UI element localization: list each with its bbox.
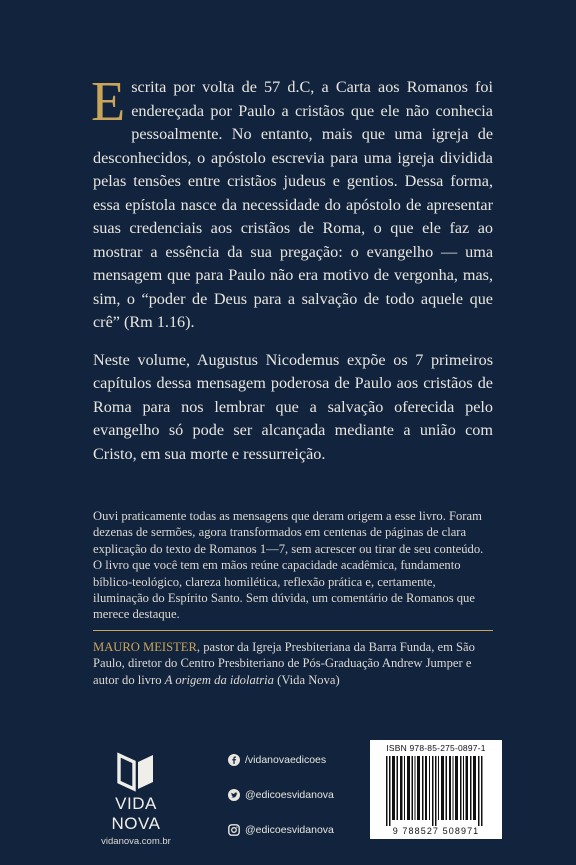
social-twitter[interactable] bbox=[228, 788, 334, 801]
endorsement-book-title: A origem da idolatria bbox=[164, 672, 274, 687]
social-facebook-handle: /vidanovaedicoes bbox=[245, 753, 327, 766]
endorsement-quote: Ouvi praticamente todas as mensagens que deram origem a esse livro. Foram dezenas de sermões, agora transformados em centenas de páginas de clara explicação do texto de Romanos 1—7, sem acrescer ou tirar de seu conteúdo. O livro que você tem em mãos reúne capacidade acadêmica, fundamento bíblico-teológico, clareza homilética, reflexão prática e, certamente, iluminação do Espírito Santo. Sem dúvida, um comentário de Romanos que merece destaque. bbox=[93, 509, 484, 622]
instagram-icon bbox=[228, 824, 240, 836]
barcode-bars-icon bbox=[386, 756, 486, 826]
synopsis-text-1: scrita por volta de 57 d.C, a Carta aos Romanos foi endereçada por Paulo a cristãos que ele não conhecia pessoalmente. No entanto, mais que uma igreja de desconhecidos, o apóstolo escrevia para uma igreja dividida pelas tensões entre cristãos judeus e gentios. Dessa forma, essa epístola nasce da necessidade do apóstolo de apresentar suas credenciais aos cristãos de Roma, o que ele faz ao mostrar a essência da sua pregação: o evangelho — uma mensagem que para Paulo não era motivo de vergonha, mas, sim, o “poder de Deus para a salvação de todo aquele que crê” (Rm 1.16). bbox=[93, 78, 493, 331]
barcode-digits: 9 788527 508971 bbox=[392, 826, 480, 836]
endorsement-attribution bbox=[93, 639, 493, 688]
endorsement-author: MAURO MEISTER bbox=[93, 639, 197, 654]
endorsement-publisher-note: (Vida Nova) bbox=[273, 672, 340, 687]
social-twitter-handle: @edicoesvidanova bbox=[245, 788, 334, 801]
endorsement-author-desc: , pastor da Igreja Presbiteriana da Barra Funda, em São Paulo, diretor do Centro Presbiteriano de Pós-Graduação Andrew Jumper e autor do livro bbox=[93, 639, 475, 687]
social-facebook[interactable] bbox=[228, 753, 334, 766]
publisher-website[interactable]: vidanova.com.br bbox=[101, 836, 171, 847]
social-instagram-handle: @edicoesvidanova bbox=[245, 823, 334, 836]
isbn-label: ISBN 978-85-275-0897-1 bbox=[386, 743, 486, 753]
endorsement bbox=[93, 508, 493, 688]
book-logo-icon bbox=[115, 752, 157, 792]
twitter-icon bbox=[228, 789, 240, 801]
social-links bbox=[228, 753, 334, 858]
social-instagram[interactable] bbox=[228, 823, 334, 836]
synopsis-paragraph-1 bbox=[91, 71, 493, 335]
publisher-logo bbox=[93, 752, 179, 847]
isbn-barcode bbox=[370, 740, 502, 839]
synopsis-paragraph-2: Neste volume, Augustus Nicodemus expõe os 7 primeiros capítulos dessa mensagem poderosa de Paulo aos cristãos de Roma para nos lembrar que a salvação oferecida pelo evangelho só pode ser alcançada mediante a união com Cristo, em sua morte e ressurreição. bbox=[93, 350, 493, 463]
drop-cap: E bbox=[91, 71, 126, 133]
endorsement-divider bbox=[93, 630, 493, 631]
facebook-icon bbox=[228, 754, 240, 766]
back-cover-synopsis bbox=[91, 71, 493, 480]
publisher-name: VIDA NOVA bbox=[111, 794, 161, 833]
